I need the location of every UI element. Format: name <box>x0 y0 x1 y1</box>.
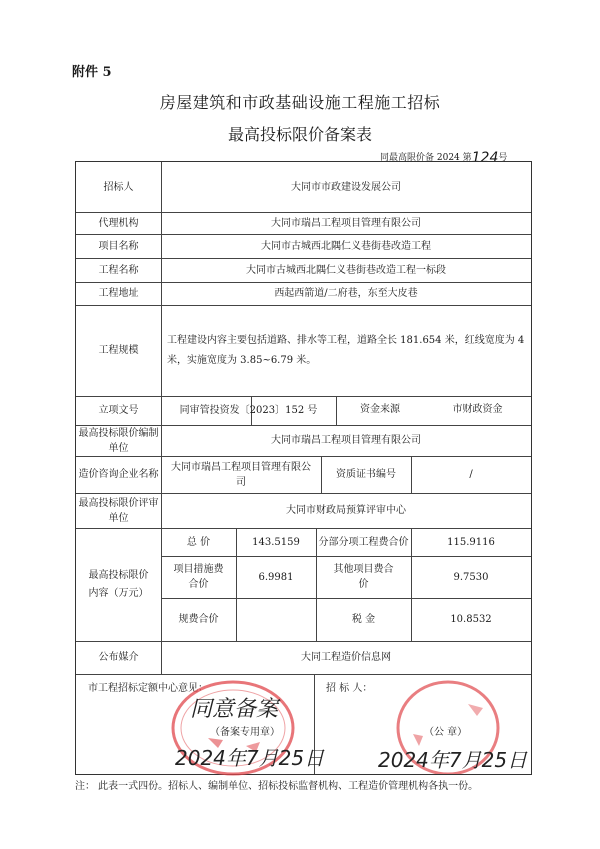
fees-label: 规费合价 <box>178 614 219 625</box>
center-opinion-label: 市工程招标定额中心意见： <box>88 683 208 694</box>
fund-source-value: 市财政资金 <box>452 404 503 415</box>
handwritten-approval: 同意备案 <box>190 697 279 722</box>
tenderer-seal-caption: （公 章） <box>424 727 468 738</box>
works-name-value: 大同市古城西北隅仁义巷街巷改造工程一标段 <box>246 264 446 276</box>
total-price-label: 总 价 <box>186 536 211 548</box>
cert-value: / <box>469 469 473 480</box>
cert-label: 资质证书编号 <box>336 469 396 480</box>
media-label: 公布媒介 <box>98 652 139 663</box>
project-name-label: 项目名称 <box>98 240 139 252</box>
fund-source-label: 资金来源 <box>360 404 400 415</box>
subitem-cost-value: 115.9116 <box>447 536 495 548</box>
scale-value: 工程建设内容主要包括道路、排水等工程，道路全长 181.654 米，红线宽度为 4 米，实施宽度为 3.85~6.79 米。 <box>167 334 525 366</box>
tenderer-value: 大同市市政建设发展公司 <box>291 181 401 193</box>
tenderer-label: 招标人 <box>103 181 134 193</box>
measure-cost-label: 项目措施费合价 <box>173 564 224 590</box>
form-title-line1: 房屋建筑和市政基础设施工程施工招标 <box>159 93 441 112</box>
address-value: 西起西箭道/二府巷，东至大皮巷 <box>274 288 418 299</box>
tax-value: 10.8532 <box>450 614 492 625</box>
other-cost-label: 其他项目费合价 <box>333 564 394 590</box>
compiler-label: 最高投标限价编制单位 <box>78 427 159 454</box>
footnote: 注： 此表一式四份。招标人、编制单位、招标投标监督机构、工程造价管理机构各执一份。 <box>75 781 479 792</box>
compiler-value: 大同市瑞昌工程项目管理有限公司 <box>271 435 421 446</box>
address-label: 工程地址 <box>98 288 139 299</box>
limit-label: 最高投标限价内容（万元） <box>88 569 149 599</box>
handwritten-date-right: 2024年7月25日 <box>378 748 528 772</box>
review-value: 大同市财政局预算评审中心 <box>286 505 406 516</box>
form-title-line2: 最高投标限价备案表 <box>227 125 372 144</box>
subitem-cost-label: 分部分项工程费合价 <box>318 536 409 548</box>
agency-label: 代理机构 <box>98 217 139 229</box>
approval-label: 立项文号 <box>98 405 139 416</box>
tenderer-sign-label: 招 标 人： <box>326 683 373 694</box>
attachment-label: 附件 5 <box>72 65 112 80</box>
project-name-value: 大同市古城西北隅仁义巷街巷改造工程 <box>261 240 431 252</box>
serial-handwritten-number: 124 <box>471 150 499 166</box>
agency-value: 大同市瑞昌工程项目管理有限公司 <box>271 217 421 229</box>
serial-suffix: 号 <box>498 153 508 163</box>
handwritten-date-left: 2024年7月25日 <box>175 746 325 770</box>
media-value: 大同工程造价信息网 <box>301 652 391 663</box>
tax-label: 税 金 <box>351 614 376 625</box>
consult-value: 大同市瑞昌工程项目管理有限公司 <box>171 461 311 488</box>
other-cost-value: 9.7530 <box>453 571 489 583</box>
works-name-label: 工程名称 <box>98 264 139 276</box>
scale-label: 工程规模 <box>98 345 139 356</box>
filing-seal-caption: （备案专用章） <box>210 727 280 738</box>
measure-cost-value: 6.9981 <box>258 571 294 583</box>
review-label: 最高投标限价评审单位 <box>78 497 159 524</box>
serial-prefix: 同最高限价备 2024 第 <box>380 153 472 163</box>
fees-value <box>236 598 316 641</box>
total-price-value: 143.5159 <box>252 536 300 548</box>
consult-label: 造价咨询企业名称 <box>78 469 159 480</box>
approval-value: 同审管投资发〔2023〕152 号 <box>179 405 318 416</box>
